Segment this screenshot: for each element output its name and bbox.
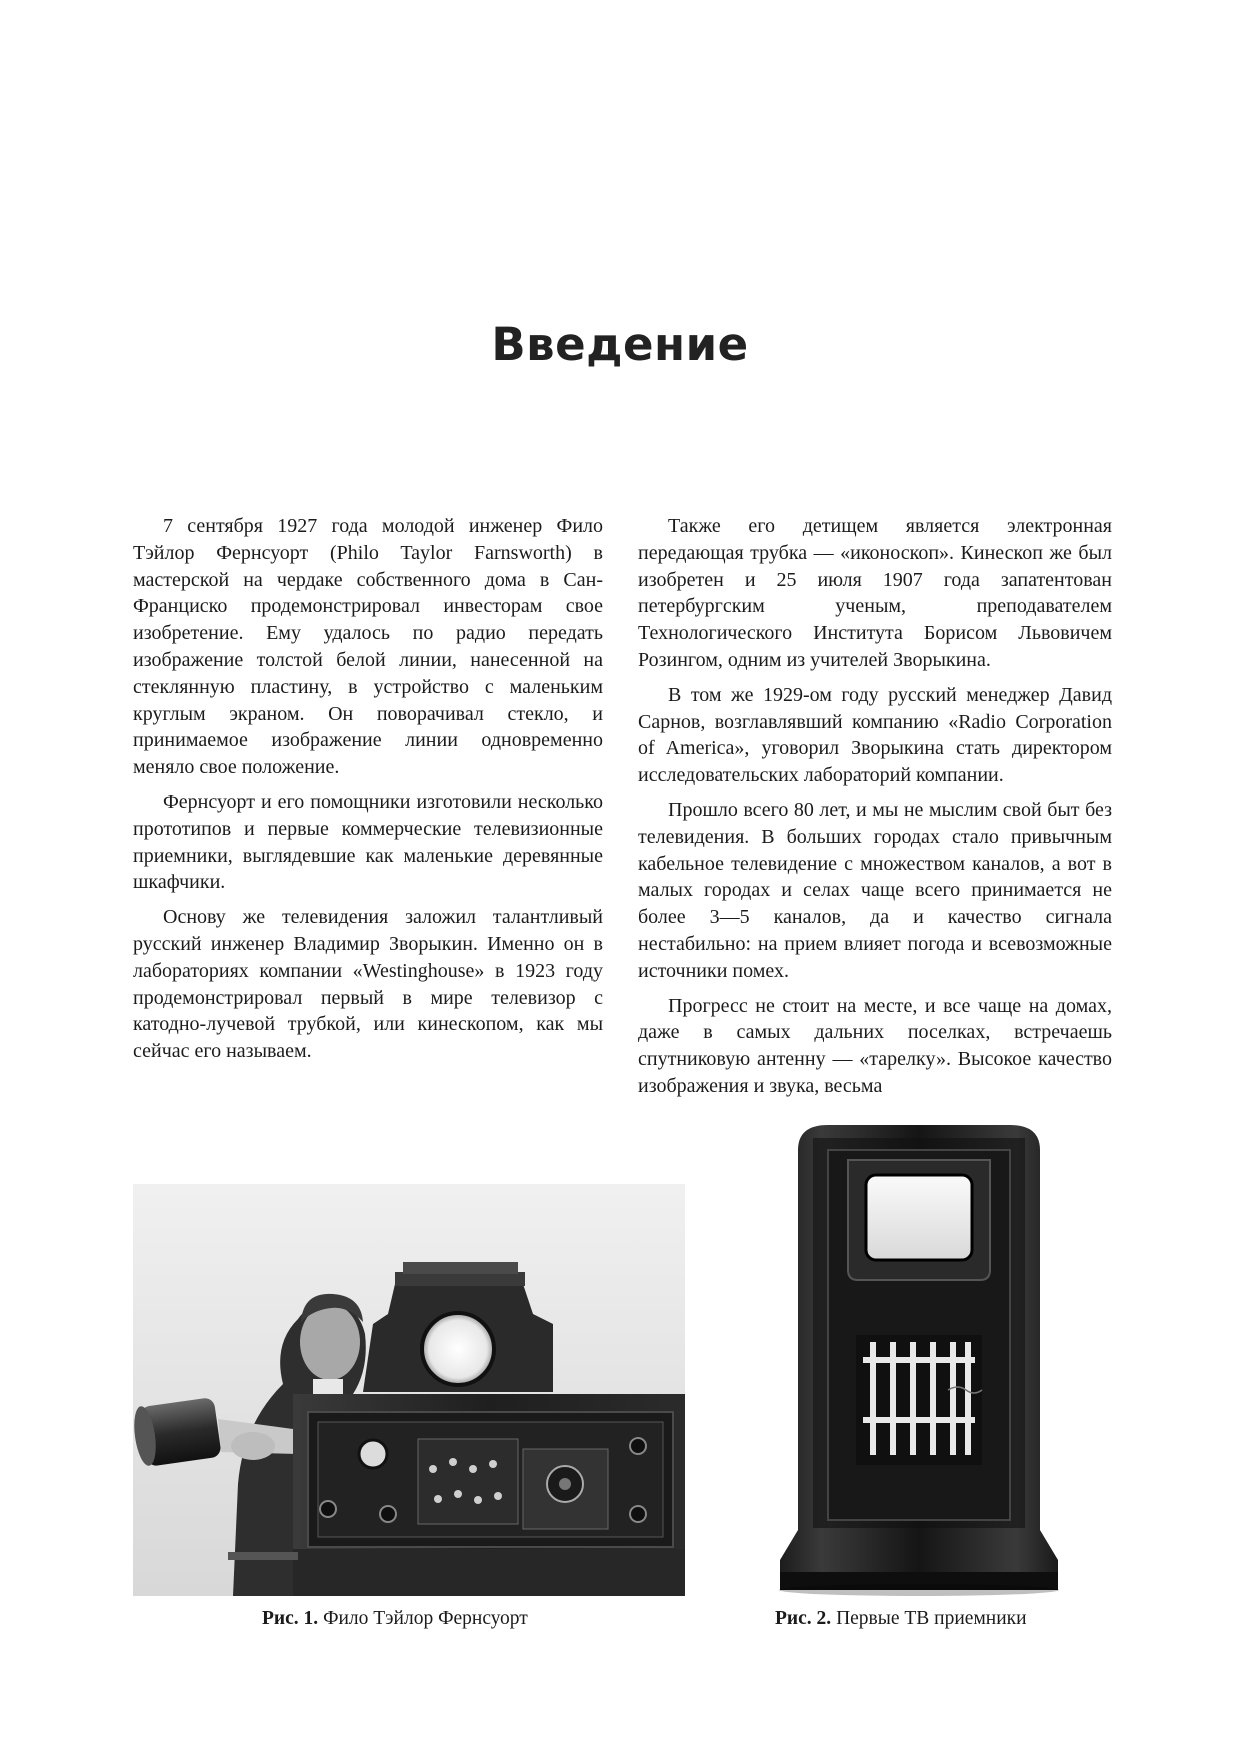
tv-cabinet-illustration	[768, 1120, 1070, 1598]
farnsworth-photo-illustration	[133, 1184, 685, 1596]
figure-2-caption	[775, 1608, 1027, 1630]
figure-number: Рис. 2.	[775, 1608, 832, 1629]
figure-1-photo	[133, 1184, 685, 1596]
figure-2-photo	[768, 1120, 1070, 1598]
paragraph: 7 сентября 1927 года молодой инженер Фило Тэйлор Фернсуорт (Philo Taylor Farnsworth) в мастерской на чердаке собственного дома в Сан-Франциско продемонстрировал инвесторам свое изобретение. Ему удалось по радио передать изображение толстой белой линии, нанесенной на стеклянную пластину, в устройство с маленьким круглым экраном. Он поворачивал стекло, и принимаемое изображение линии одновременно меняло свое положение.	[133, 515, 603, 779]
paragraph: Прогресс не стоит на месте, и все чаще на домах, даже в самых дальних поселках, встречаешь спутниковую антенну — «тарелку». Высокое качество изображения и звука, весьма	[638, 994, 1112, 1097]
paragraph: Фернсуорт и его помощники изготовили несколько прототипов и первые коммерческие телевизионные приемники, выглядевшие как маленькие деревянные шкафчики.	[133, 790, 603, 894]
figure-1-caption	[262, 1608, 528, 1630]
paragraph: Прошло всего 80 лет, и мы не мыслим свой быт без телевидения. В больших городах стало привычным кабельное телевидение с множеством каналов, а вот в малых городах и селах чаще всего принимается не более 3—5 каналов, да и качество сигнала нестабильно: на прием влияет погода и всевозможные источники помех.	[638, 798, 1112, 982]
figure-number: Рис. 1.	[262, 1608, 319, 1629]
page-title: Введение	[491, 318, 749, 371]
figure-caption-text: Фило Тэйлор Фернсуорт	[323, 1608, 528, 1629]
text-column-left	[133, 513, 603, 1073]
figure-caption-text: Первые ТВ приемники	[836, 1608, 1027, 1629]
paragraph: В том же 1929-ом году русский менеджер Давид Сарнов, возглавлявший компанию «Radio Corporation of America», уговорил Зворыкина стать директором исследовательских лабораторий компании.	[638, 683, 1112, 787]
paragraph: Основу же телевидения заложил талантливый русский инженер Владимир Зворыкин. Именно он в лабораториях компании «Westinghouse» в 1923 году продемонстрировал первый в мире телевизор с катодно-лучевой трубкой, или кинескопом, как мы сейчас его называем.	[133, 906, 603, 1063]
text-column-right	[638, 513, 1112, 1108]
paragraph: Также его детищем является электронная передающая трубка — «иконоскоп». Кинескоп же был изобретен и 25 июля 1907 года запатентован петербургским ученым, преподавателем Технологического Института Борисом Львовичем Розингом, одним из учителей Зворыкина.	[638, 515, 1112, 671]
